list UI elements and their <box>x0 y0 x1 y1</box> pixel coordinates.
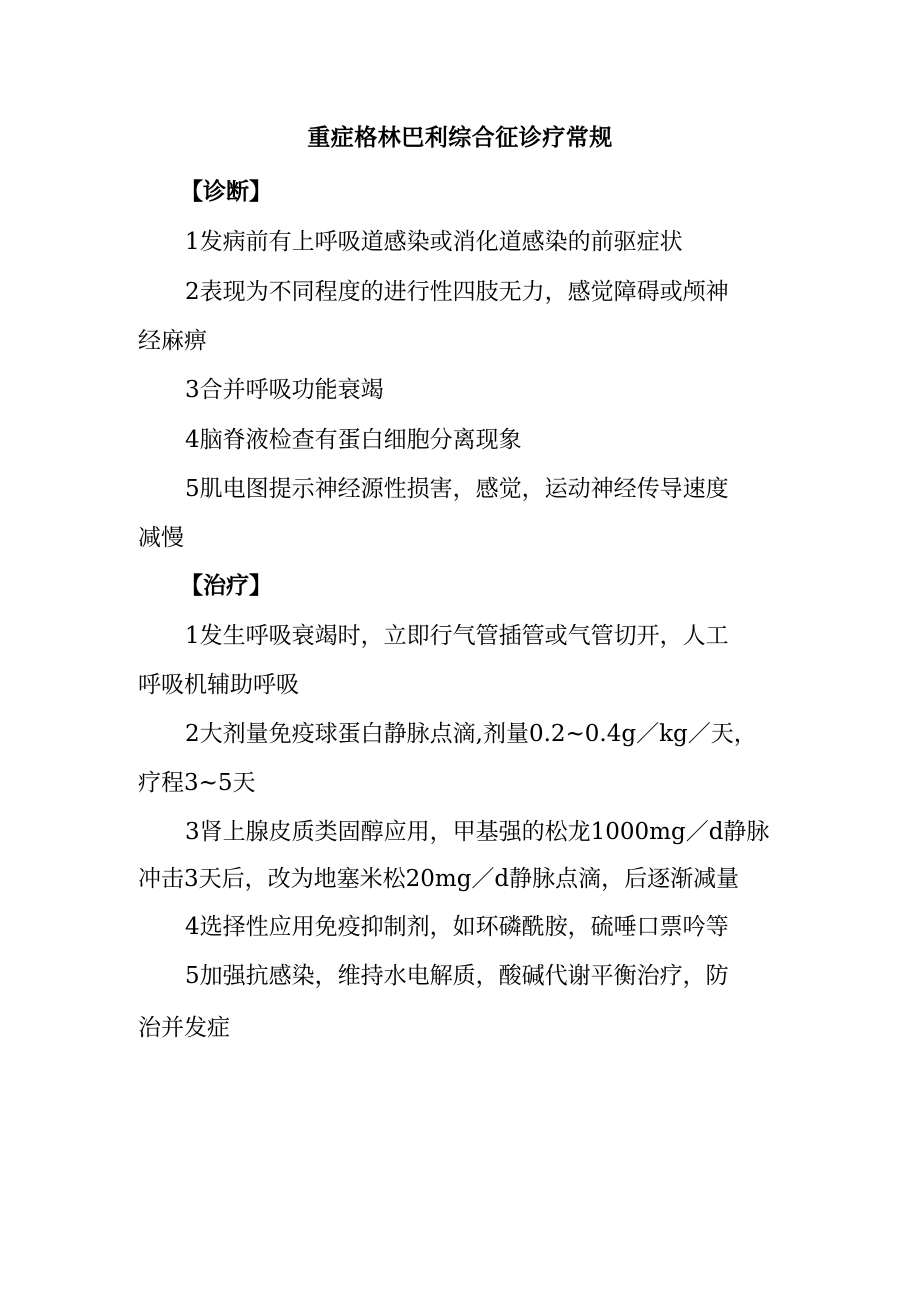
treatment-item-3: 3肾上腺皮质类固醇应用，甲基强的松龙1000mg／d静脉 <box>185 819 770 845</box>
diagnosis-item-2: 2表现为不同程度的进行性四肢无力，感觉障碍或颅神 <box>185 279 729 305</box>
section-heading-diagnosis: 【诊断】 <box>180 179 272 205</box>
treatment-item-5: 5加强抗感染，维持水电解质，酸碱代谢平衡治疗，防 <box>185 963 729 989</box>
document-title: 重症格林巴利综合征诊疗常规 <box>307 125 613 151</box>
diagnosis-item-1: 1发病前有上呼吸道感染或消化道感染的前驱症状 <box>185 229 683 255</box>
diagnosis-item-2-continued: 经麻痹 <box>138 328 207 354</box>
treatment-item-2: 2大剂量免疫球蛋白静脉点滴,剂量0.2~0.4g／kg／天， <box>185 721 757 747</box>
treatment-item-4: 4选择性应用免疫抑制剂，如环磷酰胺，硫唾口票吟等 <box>185 914 729 940</box>
diagnosis-item-3: 3合并呼吸功能衰竭 <box>185 377 384 403</box>
diagnosis-item-4: 4脑脊液检查有蛋白细胞分离现象 <box>185 427 522 453</box>
diagnosis-item-5: 5肌电图提示神经源性损害，感觉，运动神经传导速度 <box>185 476 729 502</box>
diagnosis-item-5-continued: 减慢 <box>138 525 184 551</box>
treatment-item-2-continued: 疗程3~5天 <box>138 770 256 796</box>
treatment-item-1-continued: 呼吸机辅助呼吸 <box>138 672 299 698</box>
treatment-item-1: 1发生呼吸衰竭时，立即行气管插管或气管切开，人工 <box>185 623 729 649</box>
treatment-item-3-continued: 冲击3天后，改为地塞米松20mg／d静脉点滴，后逐渐减量 <box>138 866 740 892</box>
section-heading-treatment: 【治疗】 <box>180 573 272 599</box>
treatment-item-5-continued: 治并发症 <box>138 1015 230 1041</box>
